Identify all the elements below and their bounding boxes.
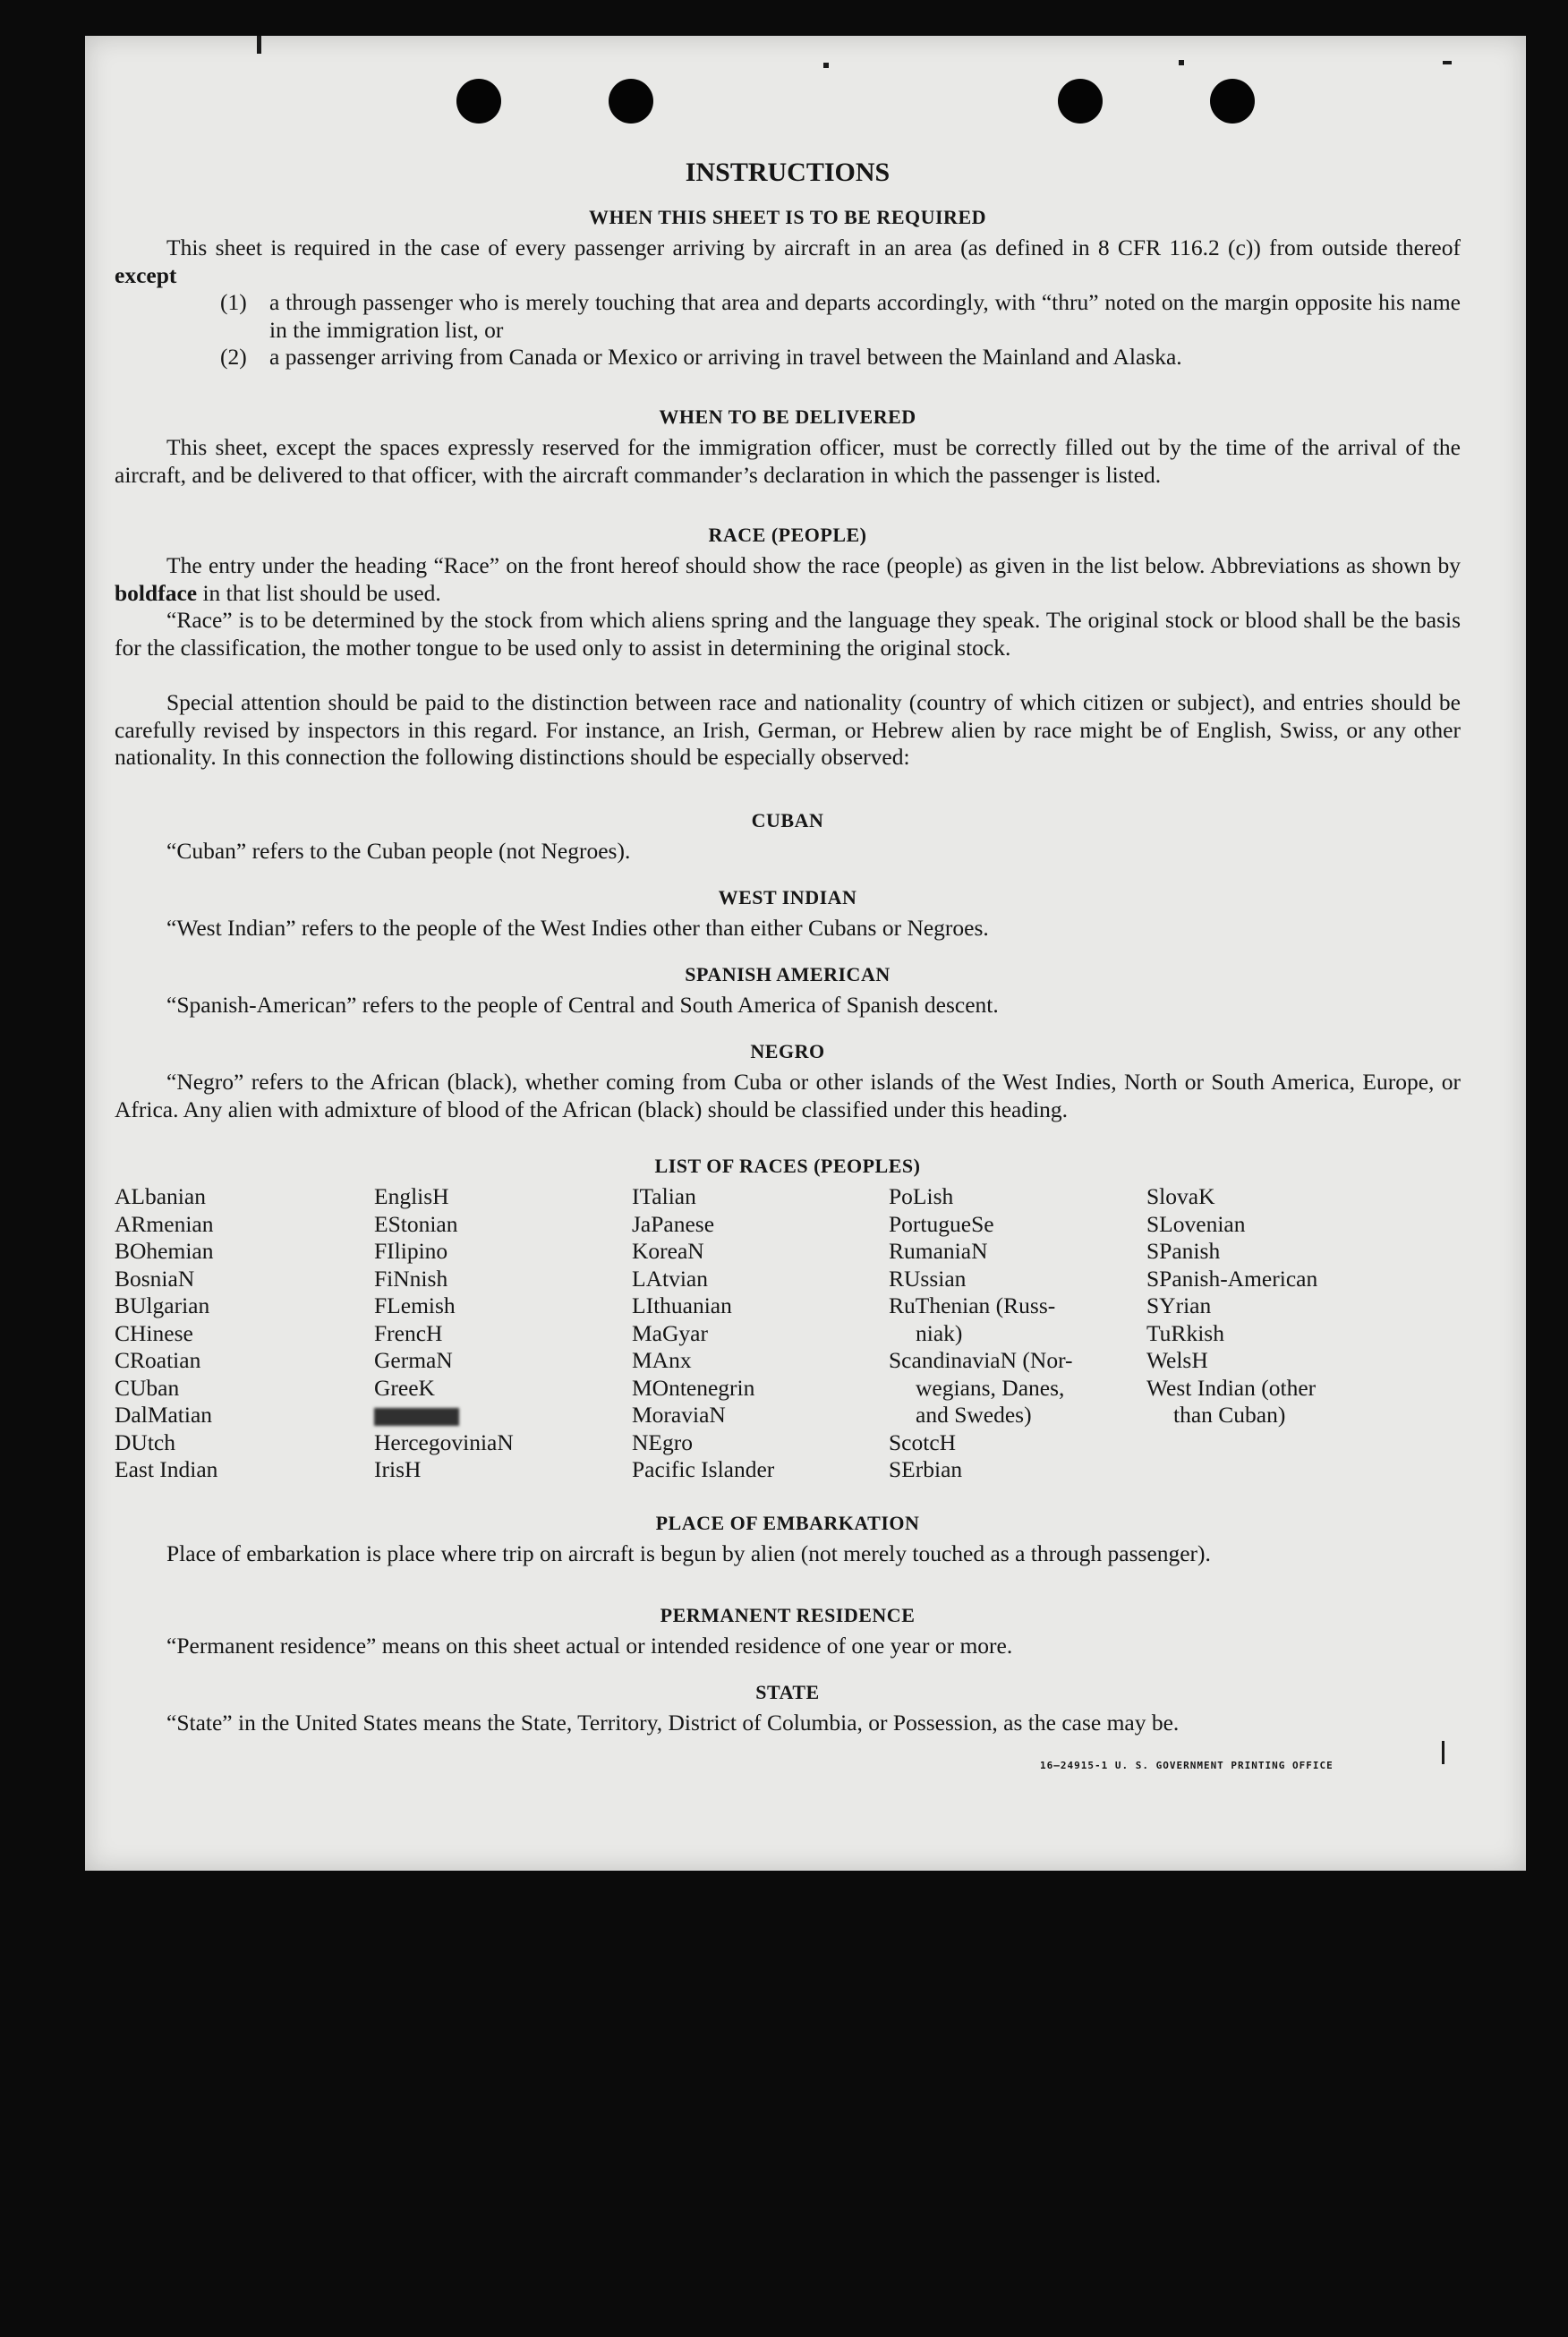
- race-entry: BOhemian: [115, 1238, 214, 1264]
- race-entry: CRoatian: [115, 1347, 201, 1373]
- section-heading: WHEN THIS SHEET IS TO BE REQUIRED: [588, 206, 987, 228]
- race-entry: LAtvian: [632, 1265, 708, 1292]
- race-column: [632, 1183, 774, 1484]
- scan-mark: [823, 63, 829, 68]
- race-entry: MaGyar: [632, 1319, 708, 1346]
- race-entry: FLemish: [374, 1292, 456, 1318]
- race-entry: FrencH: [374, 1319, 443, 1346]
- race-entry: niak): [916, 1319, 963, 1346]
- race-column: [889, 1183, 1073, 1484]
- state-paragraph: “State” in the United States means the State, Territory, District of Columbia, or Possession, as the case may be.: [166, 1710, 1180, 1736]
- section-heading: NEGRO: [750, 1040, 825, 1062]
- section-heading: STATE: [755, 1681, 820, 1703]
- race-entry: East Indian: [115, 1456, 218, 1482]
- race-entry: MOntenegrin: [632, 1374, 755, 1401]
- race-column: [374, 1183, 514, 1484]
- race-entry: DalMatian: [115, 1402, 213, 1428]
- race-entry: EnglisH: [374, 1183, 449, 1209]
- scan-mark: [257, 36, 261, 54]
- exception-number: (2): [220, 344, 247, 370]
- race-entry: PoLish: [889, 1183, 954, 1209]
- race-text: in that list should be used.: [197, 579, 441, 606]
- race-entry: DUtch: [115, 1429, 175, 1455]
- race-entry: HercegoviniaN: [374, 1429, 514, 1455]
- race-column: [115, 1183, 217, 1484]
- race-paragraph: Special attention should be paid to the distinction between race and nationality (country of which citizen or subject), and entries should be carefully revised by inspectors in this regard. For instance, an Irish, German, or Hebrew alien by race might be of English, Swiss, or any other nationality. In this connection the following distinctions should be especially observed:: [115, 689, 1461, 770]
- race-entry: RUssian: [889, 1265, 967, 1292]
- race-paragraph: “Race” is to be determined by the stock from which aliens spring and the language they speak. The original stock or blood shall be the basis for the classification, the mother tongue to be used only to assist in determining the original stock.: [115, 607, 1461, 661]
- race-entry: NEgro: [632, 1429, 693, 1455]
- except-text: except: [115, 261, 177, 288]
- race-entry: GreeK: [374, 1374, 435, 1401]
- race-entry: [374, 1402, 514, 1429]
- race-entry: JaPanese: [632, 1210, 715, 1237]
- section-heading: CUBAN: [751, 809, 824, 832]
- race-entry: GermaN: [374, 1347, 453, 1373]
- residence-paragraph: “Permanent residence” means on this sheet actual or intended residence of one year or more.: [166, 1633, 1013, 1659]
- race-entry: than Cuban): [1173, 1402, 1286, 1428]
- race-paragraph: [115, 552, 1461, 607]
- section-heading: RACE (PEOPLE): [708, 524, 867, 546]
- spanish-american-paragraph: “Spanish-American” refers to the people of Central and South America of Spanish descent.: [166, 992, 999, 1018]
- race-entry: KoreaN: [632, 1238, 704, 1264]
- scan-mark: [1443, 61, 1452, 64]
- scan-mark: [1179, 60, 1184, 65]
- section-heading: LIST OF RACES (PEOPLES): [654, 1155, 921, 1177]
- punch-hole: [609, 79, 653, 124]
- race-column: [1146, 1183, 1317, 1429]
- race-entry: SlovaK: [1146, 1183, 1215, 1209]
- negro-paragraph: “Negro” refers to the African (black), whether coming from Cuba or other islands of the West Indies, North or South America, Europe, or Africa. Any alien with admixture of blood of the African (black) should be classified under this heading.: [115, 1069, 1461, 1122]
- scan-mark: [1442, 1741, 1444, 1764]
- embarkation-paragraph: Place of embarkation is place where trip on aircraft is begun by alien (not merely touched as a through passenger).: [166, 1540, 1211, 1566]
- race-entry: SPanish-American: [1146, 1265, 1318, 1292]
- exception-number: (1): [220, 289, 247, 315]
- race-entry: SLovenian: [1146, 1210, 1246, 1237]
- race-entry: PortugueSe: [889, 1210, 994, 1237]
- race-entry: ScotcH: [889, 1429, 957, 1455]
- race-entry: wegians, Danes,: [916, 1374, 1065, 1401]
- race-entry: and Swedes): [916, 1402, 1032, 1428]
- redacted-entry: [374, 1408, 459, 1426]
- cuban-paragraph: “Cuban” refers to the Cuban people (not Negroes).: [166, 838, 631, 864]
- exception-item: a through passenger who is merely touching that area and departs accordingly, with “thru” noted on the margin opposite his name in the immigration list, or: [269, 289, 1461, 343]
- race-entry: BUlgarian: [115, 1292, 210, 1318]
- race-entry: ScandinaviaN (Nor-: [889, 1347, 1073, 1373]
- page-title: INSTRUCTIONS: [685, 158, 891, 187]
- punch-hole: [1058, 79, 1103, 124]
- race-entry: CUban: [115, 1374, 180, 1401]
- printing-office-imprint: 16—24915-1 U. S. GOVERNMENT PRINTING OFFICE: [1040, 1760, 1334, 1771]
- race-entry: RumaniaN: [889, 1238, 988, 1264]
- west-indian-paragraph: “West Indian” refers to the people of the West Indies other than either Cubans or Negroes.: [166, 915, 989, 941]
- race-entry: MAnx: [632, 1347, 692, 1373]
- race-entry: ITalian: [632, 1183, 696, 1209]
- document-page: [85, 36, 1526, 1871]
- race-entry: SErbian: [889, 1456, 963, 1482]
- section-heading: PERMANENT RESIDENCE: [660, 1604, 916, 1626]
- race-entry: FiNnish: [374, 1265, 448, 1292]
- required-text: This sheet is required in the case of every passenger arriving by aircraft in an area (as defined in 8 CFR 116.2 (c)) from outside thereof: [166, 235, 1461, 260]
- section-heading: WEST INDIAN: [718, 886, 857, 908]
- race-entry: West Indian (other: [1146, 1374, 1317, 1401]
- exception-item: a passenger arriving from Canada or Mexico or arriving in travel between the Mainland and Alaska.: [269, 344, 1182, 370]
- race-entry: WelsH: [1146, 1347, 1208, 1373]
- section-heading: SPANISH AMERICAN: [685, 963, 891, 985]
- race-entry: SYrian: [1146, 1292, 1212, 1318]
- race-entry: SPanish: [1146, 1238, 1221, 1264]
- race-entry: MoraviaN: [632, 1402, 726, 1428]
- punch-hole: [1210, 79, 1255, 124]
- race-entry: LIthuanian: [632, 1292, 732, 1318]
- section-heading: PLACE OF EMBARKATION: [655, 1512, 920, 1534]
- race-text: The entry under the heading “Race” on the front hereof should show the race (people) as given in the list below. Abbreviations as shown by: [166, 552, 1461, 578]
- race-entry: ALbanian: [115, 1183, 206, 1209]
- race-entry: TuRkish: [1146, 1319, 1224, 1346]
- section-heading: WHEN TO BE DELIVERED: [659, 405, 916, 428]
- boldface-text: boldface: [115, 579, 198, 606]
- race-entry: ARmenian: [115, 1210, 214, 1237]
- race-entry: RuThenian (Russ-: [889, 1292, 1056, 1318]
- race-entry: EStonian: [374, 1210, 458, 1237]
- race-entry: IrisH: [374, 1456, 422, 1482]
- race-entry: CHinese: [115, 1319, 193, 1346]
- race-entry: Pacific Islander: [632, 1456, 775, 1482]
- race-entry: FIlipino: [374, 1238, 448, 1264]
- race-entry: BosniaN: [115, 1265, 195, 1292]
- punch-hole: [456, 79, 501, 124]
- required-paragraph: [115, 235, 1461, 289]
- delivered-paragraph: This sheet, except the spaces expressly reserved for the immigration officer, must be correctly filled out by the time of the arrival of the aircraft, and be delivered to that officer, with the aircraft commander’s declaration in which the passenger is listed.: [115, 434, 1461, 488]
